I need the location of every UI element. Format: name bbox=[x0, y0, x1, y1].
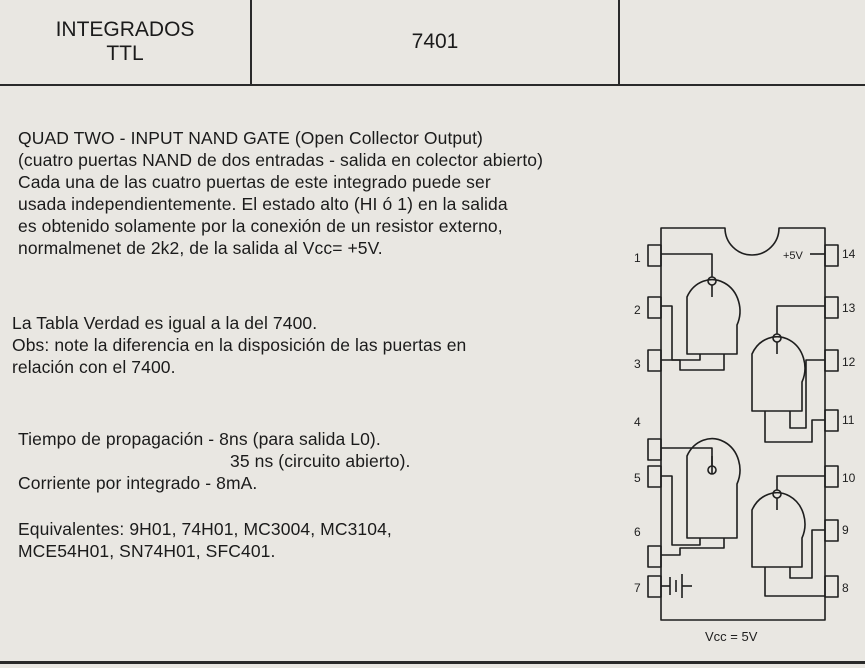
pin-label-10: 10 bbox=[842, 471, 856, 485]
pin-label-3: 3 bbox=[634, 357, 641, 371]
propagation-time: Tiempo de propagación - 8ns (para salida L0). bbox=[18, 429, 381, 449]
pin-label-4: 4 bbox=[634, 415, 641, 429]
description-line: Cada una de las cuatro puertas de este integrado puede ser bbox=[18, 172, 491, 192]
pin-label-13: 13 bbox=[842, 301, 856, 315]
ic-body bbox=[661, 228, 825, 620]
pin-label-2: 2 bbox=[634, 303, 641, 317]
description-line: es obtenido solamente por la conexión de un resistor externo, bbox=[18, 216, 503, 236]
left-pins bbox=[648, 245, 661, 597]
description-line: (cuatro puertas NAND de dos entradas - salida en colector abierto) bbox=[18, 150, 544, 170]
pin-label-5: 5 bbox=[634, 471, 641, 485]
pin-label-7: 7 bbox=[634, 581, 641, 595]
propagation-time-open: 35 ns (circuito abierto). bbox=[230, 451, 411, 471]
equivalents-line: MCE54H01, SN74H01, SFC401. bbox=[18, 541, 276, 561]
description-line: usada independientemente. El estado alto (HI ó 1) en la salida bbox=[18, 194, 508, 214]
supply-current: Corriente por integrado - 8mA. bbox=[18, 473, 258, 493]
pin-label-14: 14 bbox=[842, 247, 856, 261]
bottom-rule bbox=[0, 661, 865, 664]
nand-gate-1 bbox=[661, 254, 740, 370]
supply-label: +5V bbox=[783, 250, 803, 262]
pin-label-8: 8 bbox=[842, 581, 849, 595]
truth-table-line: relación con el 7400. bbox=[12, 357, 176, 377]
pin-label-6: 6 bbox=[634, 525, 641, 539]
ground-symbol bbox=[661, 574, 692, 598]
truth-table-line: La Tabla Verdad es igual a la del 7400. bbox=[12, 313, 318, 333]
nand-gate-2 bbox=[752, 306, 825, 442]
description-line: normalmenet de 2k2, de la salida al Vcc= +5V. bbox=[18, 238, 383, 258]
truth-table-line: Obs: note la diferencia en la disposición de las puertas en bbox=[12, 335, 467, 355]
pin-label-9: 9 bbox=[842, 523, 849, 537]
pin-label-1: 1 bbox=[634, 251, 641, 265]
pin-label-11: 11 bbox=[842, 413, 855, 427]
pin-label-12: 12 bbox=[842, 355, 856, 369]
family-label-line2: TTL bbox=[106, 42, 144, 65]
nand-gate-4 bbox=[752, 476, 825, 596]
family-label-line1: INTEGRADOS bbox=[55, 18, 195, 41]
vcc-label: Vcc = 5V bbox=[705, 629, 758, 644]
nand-gate-3 bbox=[661, 439, 740, 555]
description-line: QUAD TWO - INPUT NAND GATE (Open Collector Output) bbox=[18, 128, 483, 148]
part-number: 7401 bbox=[411, 30, 459, 53]
right-pins bbox=[825, 245, 838, 597]
equivalents-line: Equivalentes: 9H01, 74H01, MC3004, MC3104, bbox=[18, 519, 392, 539]
